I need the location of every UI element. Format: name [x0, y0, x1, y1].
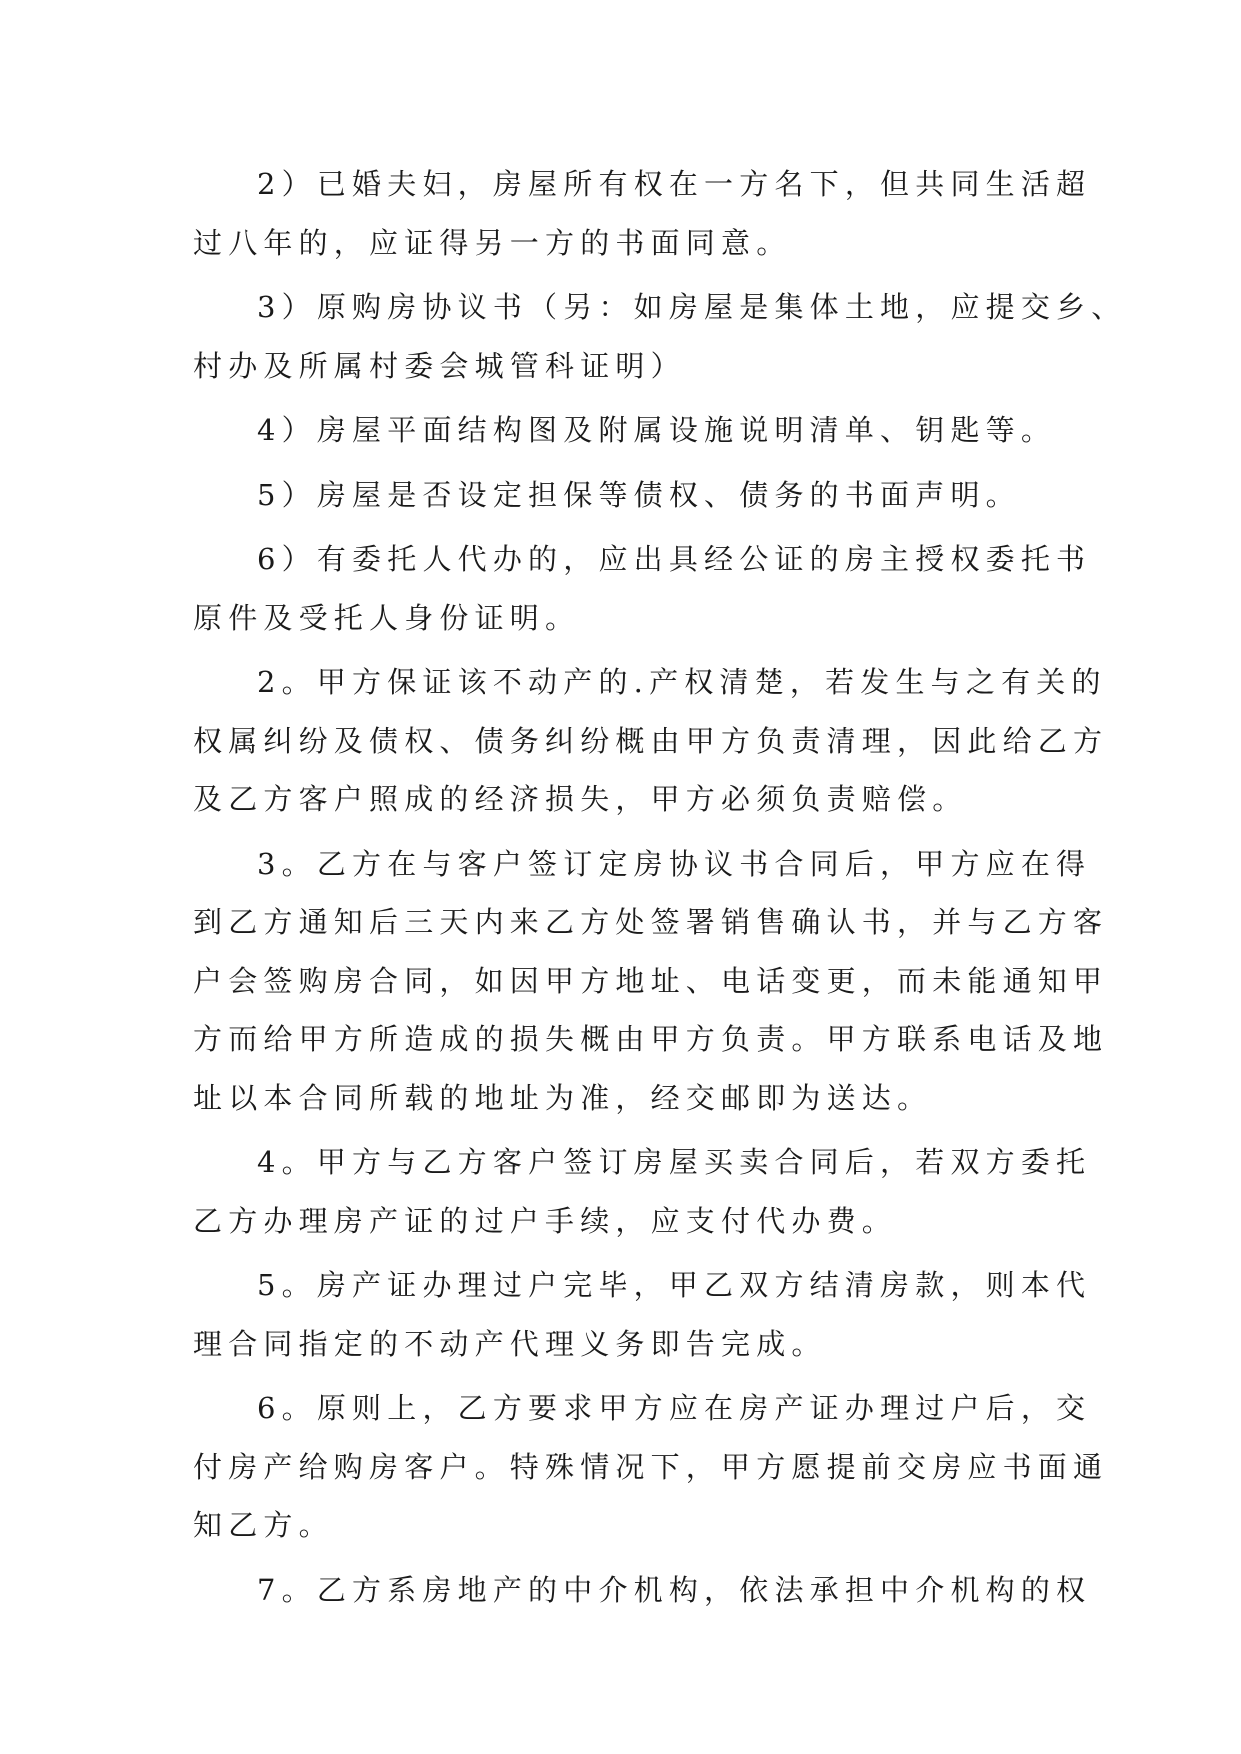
text-line: 乙方办理房产证的过户手续，应支付代办费。	[193, 1203, 898, 1238]
paragraph	[193, 1379, 1109, 1555]
paragraph	[193, 401, 1063, 460]
text-line: 知乙方。	[193, 1508, 334, 1542]
text-line: 原件及受托人身份证明。	[193, 600, 581, 635]
text-line: 6）有委托人代办的，应出具经公证的房主授权委托书	[257, 542, 1092, 576]
paragraph	[193, 653, 1109, 829]
paragraph	[193, 278, 1127, 395]
text-line: 3）原购房协议书（另：如房屋是集体土地，应提交乡、	[257, 290, 1127, 324]
paragraph	[193, 1133, 1092, 1250]
text-line: 付房产给购房客户。特殊情况下，甲方愿提前交房应书面通	[193, 1449, 1109, 1484]
text-line: 方而给甲方所造成的损失概由甲方负责。甲方联系电话及地	[193, 1022, 1109, 1056]
text-line: 2）已婚夫妇，房屋所有权在一方名下，但共同生活超	[257, 167, 1092, 201]
text-line: 及乙方客户照成的经济损失，甲方必须负责赔偿。	[193, 782, 968, 816]
text-line: 2。甲方保证该不动产的.产权清楚，若发生与之有关的	[257, 665, 1107, 699]
text-line: 5）房屋是否设定担保等债权、债务的书面声明。	[257, 477, 1021, 512]
text-line: 理合同指定的不动产代理义务即告完成。	[193, 1326, 827, 1361]
text-line: 村办及所属村委会城管科证明）	[193, 348, 686, 383]
text-line: 户会签购房合同，如因甲方地址、电话变更，而未能通知甲	[193, 963, 1109, 998]
paragraph	[193, 835, 1109, 1128]
document-body	[193, 155, 1127, 1625]
paragraph	[193, 1256, 1092, 1373]
paragraph	[193, 466, 1063, 525]
text-line: 7。乙方系房地产的中介机构，依法承担中介机构的权	[257, 1572, 1092, 1607]
text-line: 址以本合同所载的地址为准，经交邮即为送达。	[193, 1080, 933, 1115]
text-line: 3。乙方在与客户签订定房协议书合同后，甲方应在得	[257, 846, 1092, 881]
text-line: 过八年的，应证得另一方的书面同意。	[193, 225, 792, 260]
text-line: 5。房产证办理过户完毕，甲乙双方结清房款，则本代	[257, 1268, 1092, 1302]
paragraph	[193, 1561, 1092, 1620]
text-line: 4）房屋平面结构图及附属设施说明清单、钥匙等。	[257, 413, 1057, 447]
text-line: 6。原则上，乙方要求甲方应在房产证办理过户后，交	[257, 1391, 1092, 1425]
text-line: 4。甲方与乙方客户签订房屋买卖合同后，若双方委托	[257, 1145, 1092, 1179]
paragraph	[193, 155, 1092, 272]
paragraph	[193, 530, 1092, 647]
text-line: 到乙方通知后三天内来乙方处签署销售确认书，并与乙方客	[193, 905, 1109, 939]
text-line: 权属纠纷及债权、债务纠纷概由甲方负责清理，因此给乙方	[193, 723, 1109, 758]
